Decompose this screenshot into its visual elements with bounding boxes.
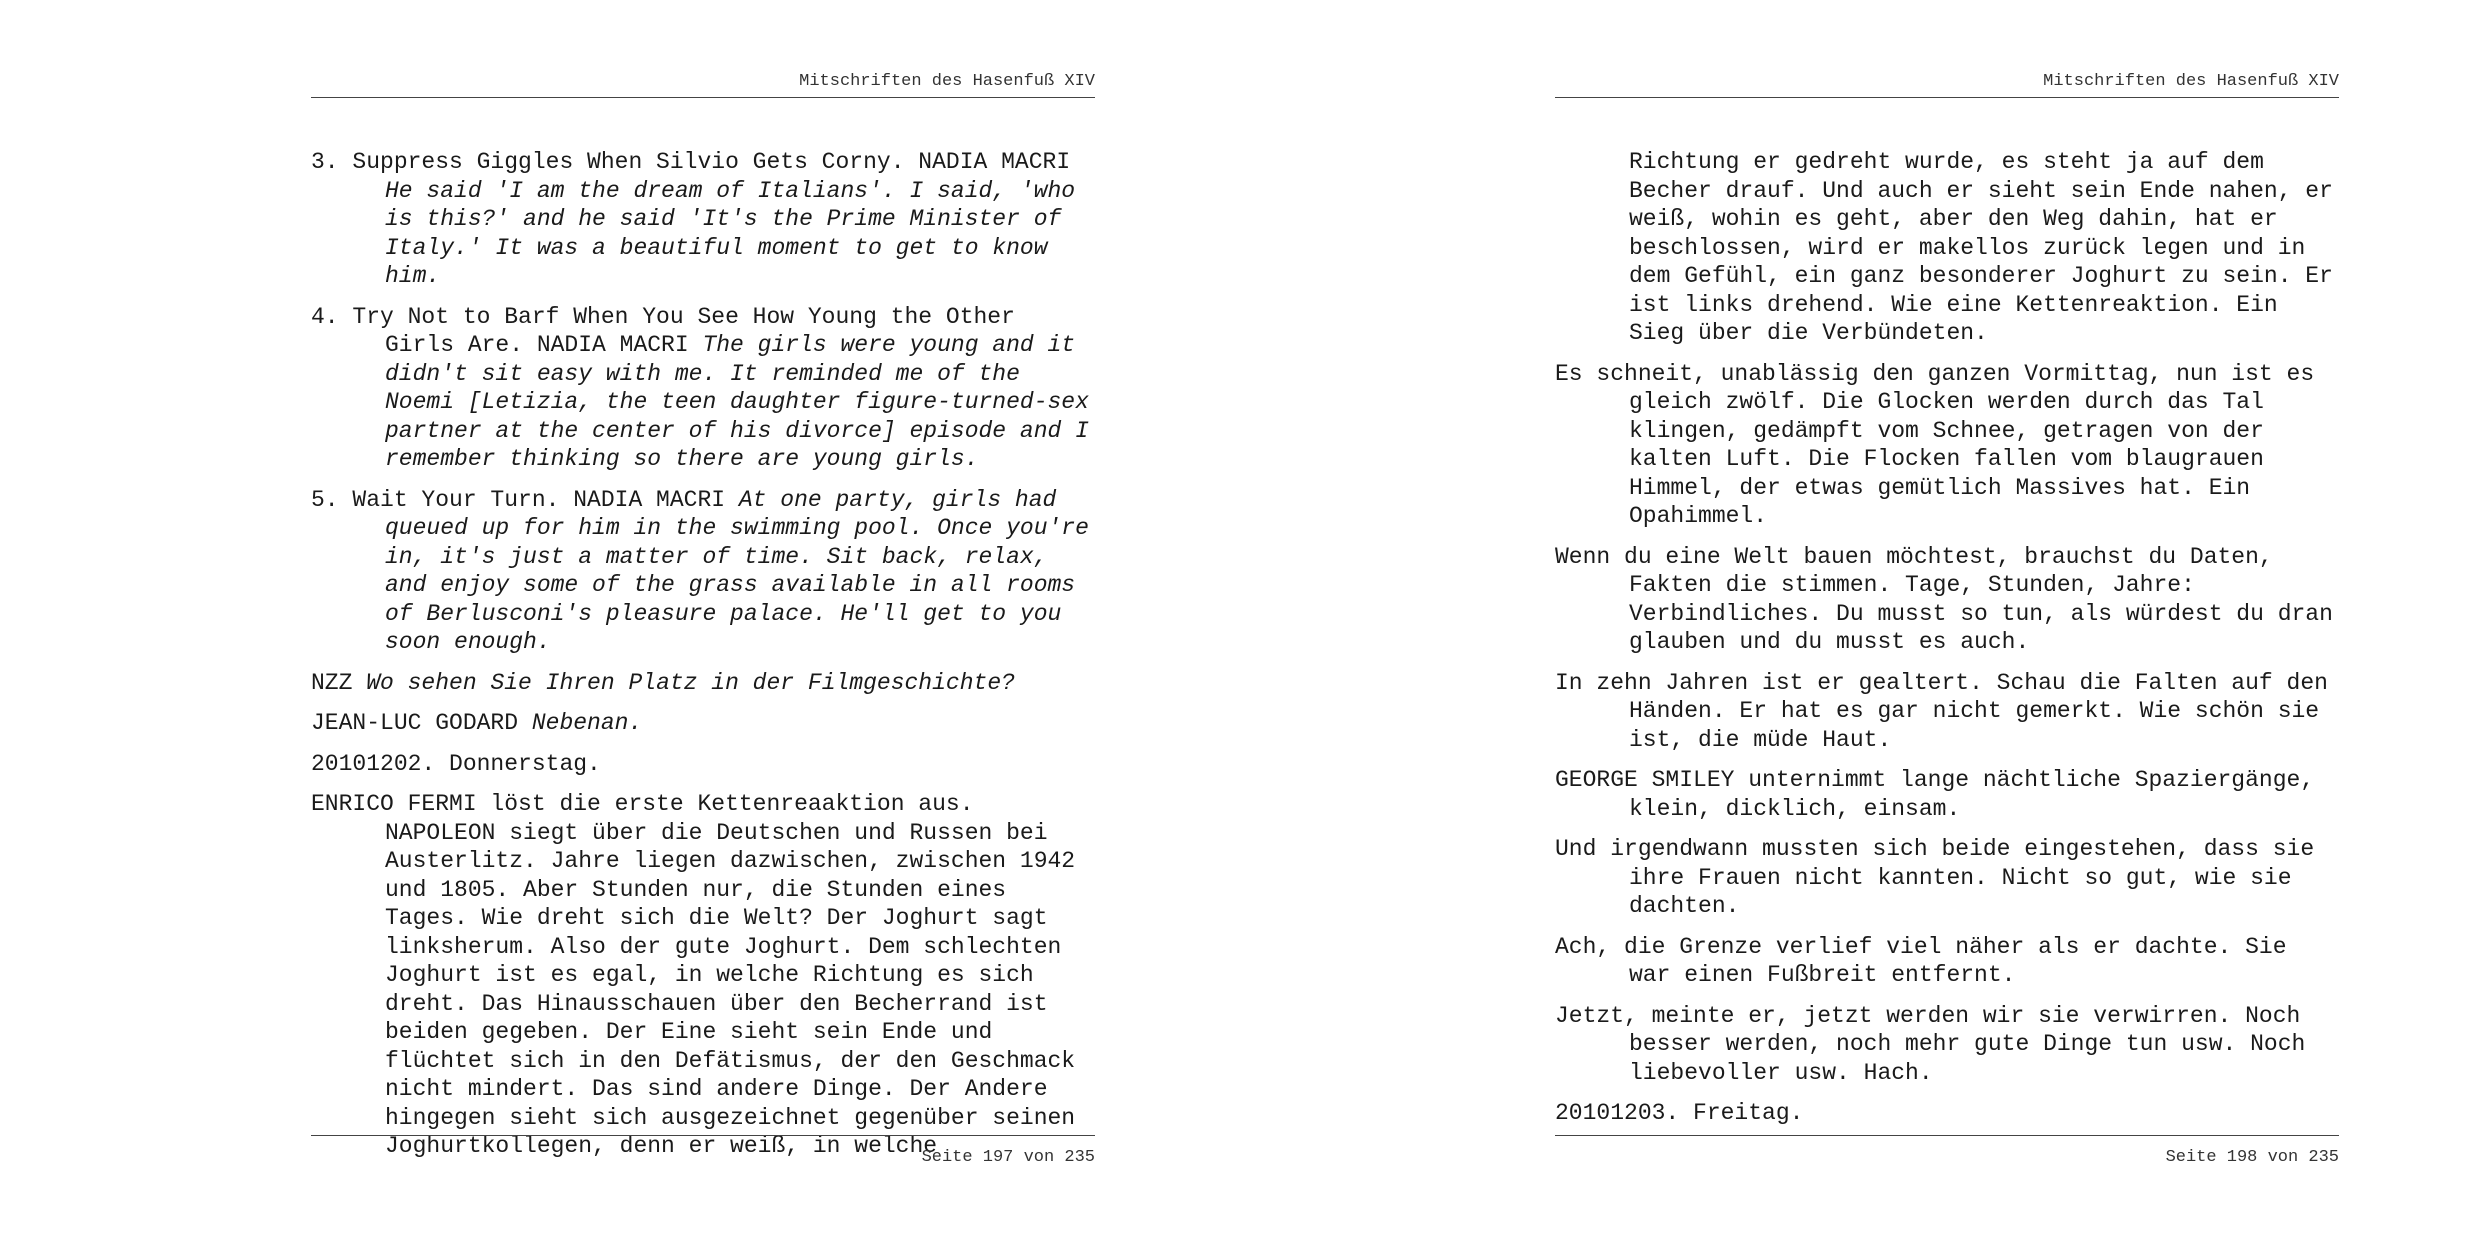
running-header: Mitschriften des Hasenfuß XIV: [799, 72, 1095, 91]
continued-paragraph: Richtung er gedreht wurde, es steht ja auf dem Becher drauf. Und auch er sieht sein Ende nahen, er weiß, wohin es geht, aber den Weg dahin, hat er beschlossen, wird er makellos zurück legen und in dem Gefühl, ein ganz besonderer Joghurt zu sein. Er ist links drehend. Wie eine Kettenreaktion. Ein Sieg über die Verbündeten.: [1629, 149, 2333, 346]
footer-rule: [1555, 1135, 2339, 1136]
header-rule: [1555, 97, 2339, 98]
paragraph: 5. Wait Your Turn. NADIA MACRI At one party, girls had queued up for him in the swimming pool. Once you're in, it's just a matter of time. Sit back, relax, and enjoy some of the grass available in all rooms of Berlusconi's pleasure palace. He'll get to you soon enough.: [311, 486, 1089, 655]
paragraph: Und irgendwann mussten sich beide eingestehen, dass sie ihre Frauen nicht kannten. Nicht so gut, wie sie dachten.: [1555, 836, 2315, 919]
paragraph: Ach, die Grenze verlief viel näher als er dachte. Sie war einen Fußbreit entfernt.: [1555, 933, 2287, 988]
paragraph: Es schneit, unablässig den ganzen Vormittag, nun ist es gleich zwölf. Die Glocken werden durch das Tal klingen, gedämpft vom Schnee, getragen von der kalten Luft. Die Flocken fallen vom blaugrauen Himmel, der etwas gemütlich Massives hat. Ein Opahimmel.: [1555, 360, 2315, 529]
footer-rule: [311, 1135, 1095, 1136]
page-content: [1555, 148, 2339, 1140]
paragraph: 3. Suppress Giggles When Silvio Gets Corny. NADIA MACRI He said 'I am the dream of Italians'. I said, 'who is this?' and he said 'It's the Prime Minister of Italy.' It was a beautiful moment to get to know him.: [311, 149, 1076, 289]
paragraph: JEAN-LUC GODARD Nebenan.: [311, 710, 643, 736]
paragraph: Jetzt, meinte er, jetzt werden wir sie verwirren. Noch besser werden, noch mehr gute Dinge tun usw. Noch liebevoller usw. Hach.: [1555, 1002, 2306, 1086]
page-number: Seite 198 von 235: [2165, 1148, 2339, 1167]
paragraph: ENRICO FERMI löst die erste Kettenreaaktion aus. NAPOLEON siegt über die Deutschen und Russen bei Austerlitz. Jahre liegen dazwischen, zwischen 1942 und 1805. Aber Stunden nur, die Stunden eines Tages. Wie dreht sich die Welt? Der Joghurt sagt linksherum. Also der gute Joghurt. Dem schlechten Joghurt ist es egal, in welche Richtung es sich dreht. Das Hinausschauen über den Becherrand ist beiden gegeben. Der Eine sieht sein Ende und flüchtet sich in den Defätismus, der den Geschmack nicht mindert. Das sind andere Dinge. Der Andere hingegen sieht sich ausgezeichnet gegenüber seinen Joghurtkollegen, denn er weiß, in welche: [311, 791, 1076, 1159]
paragraph: Wenn du eine Welt bauen möchtest, brauchst du Daten, Fakten die stimmen. Tage, Stunden, Jahre: Verbindliches. Du musst so tun, als würdest du dran glauben und du musst es auch.: [1555, 543, 2333, 655]
date-entry: 20101202. Donnerstag.: [311, 750, 601, 777]
paragraph: GEORGE SMILEY unternimmt lange nächtliche Spaziergänge, klein, dicklich, einsam.: [1555, 767, 2315, 822]
page-number: Seite 197 von 235: [921, 1148, 1095, 1167]
right-page: [1240, 0, 2480, 1240]
running-header: Mitschriften des Hasenfuß XIV: [2043, 72, 2339, 91]
header-rule: [311, 97, 1095, 98]
page-content: [311, 148, 1095, 1173]
paragraph: 4. Try Not to Barf When You See How Young the Other Girls Are. NADIA MACRI The girls were young and it didn't sit easy with me. It reminded me of the Noemi [Letizia, the teen daughter figure-turned-sex partner at the center of his divorce] episode and I remember thinking so there are young girls.: [311, 303, 1089, 472]
paragraph: In zehn Jahren ist er gealtert. Schau die Falten auf den Händen. Er hat es gar nicht gemerkt. Wie schön sie ist, die müde Haut.: [1555, 669, 2328, 753]
paragraph: NZZ Wo sehen Sie Ihren Platz in der Filmgeschichte?: [311, 669, 1015, 696]
date-entry: 20101203. Freitag.: [1555, 1100, 1804, 1126]
